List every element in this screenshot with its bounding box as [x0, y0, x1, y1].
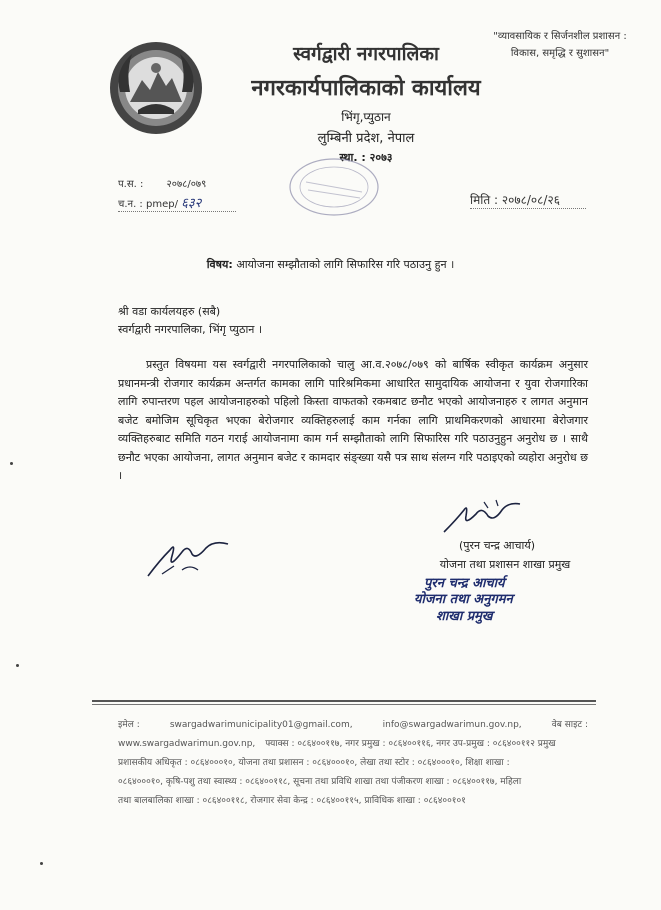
footer-contacts-row-2: प्रशासकीय अधिकृत : ०८६४०००१०, योजना तथा प्रशासन : ०८६४०००१०, लेखा तथा स्टोर : ०८६४०००१०, शिक्षा शाखा : [118, 758, 510, 768]
left-signature [142, 530, 234, 582]
office-name: नगरकार्यपालिकाको कार्यालय [251, 76, 481, 101]
website-label: वेब साइट : [551, 720, 588, 730]
footer-contacts [118, 716, 588, 811]
body-paragraph [118, 356, 588, 486]
name-stamp-line-2: योजना तथा अनुगमन [414, 592, 513, 607]
footer-rule [92, 700, 596, 702]
municipality-logo [108, 40, 204, 136]
ps-row [118, 176, 206, 190]
recipient-line-2: स्वर्गद्वारी नगरपालिका, भिंगृ प्युठान । [118, 323, 263, 336]
cn-label: च.न. : pmep/ [118, 199, 178, 210]
speck [40, 862, 43, 865]
body-text: प्रस्तुत विषयमा यस स्वर्गद्वारी नगरपालिकाको चालु आ.व.२०७८/०७९ को बार्षिक स्वीकृत कार्यक्रम अनुसार प्रधानमन्त्री रोजगार कार्यक्रम अन्तर्गत कामका लागि पारिश्रमिकमा आधारित सामुदायिक आयोजना र युवा रोजगारिका लागि रुपान्तरण पहल आयोजनाहरुको पहिलो किस्ता वाफतको रकमबाट छनौट भएको आयोजनाहरु र लागत अनुमान बजेट बमोजिम सूचिकृत भएका बेरोजगार व्यक्तिहरुलाई काम गर्नका लागि प्राथमिकरणको आधारमा बेरोजगार व्यक्तिहरुबाट समिति गठन गराई आयोजनामा काम गर्न सम्झौताको लागि सिफारिस गरि पठाउनुहुन अनुरोध छ । साथै छनौट भएका आयोजना, लागत अनुमान बजेट र कामदार संङ्ख्या यसै पत्र साथ संलग्न गरि पठाइएको व्यहोरा अनुरोध छ । [118, 358, 588, 482]
cn-value: ६३२ [181, 196, 202, 211]
footer-rule-thin [92, 704, 596, 705]
ps-value: २०७८/०७९ [166, 179, 207, 190]
email-1: swargadwarimunicipality01@gmail.com, [169, 720, 353, 730]
motto-line-1: "व्यावसायिक र सिर्जनशील प्रशासन : [493, 31, 627, 42]
name-stamp-line-1: पुरन चन्द्र आचार्य [424, 576, 505, 591]
date-row [470, 191, 586, 209]
speck [10, 462, 13, 465]
recipient-line-1: श्री वडा कार्यलयहरु (सबै) [118, 305, 221, 318]
date-label: मिति : [470, 193, 499, 207]
footer-contacts-row-1 [118, 735, 588, 754]
subject-label: विषय: [206, 258, 233, 271]
motto-line-2: विकास, समृद्धि र सुशासन" [510, 48, 610, 59]
motto [470, 28, 650, 62]
email-2: info@swargadwarimun.gov.np, [382, 720, 522, 730]
date-value: २०७८/०८/२६ [501, 193, 560, 207]
subject-text: आयोजना सम्झौताको लागि सिफारिस गरि पठाउनु हुन । [236, 258, 455, 271]
cn-row [118, 193, 236, 212]
org-name: स्वर्गद्वारी नगरपालिका [293, 43, 439, 65]
signatory-title: योजना तथा प्रशासन शाखा प्रमुख [439, 558, 571, 571]
office-location: भिंगृ,प्युठान [341, 110, 391, 124]
name-stamp-line-3: शाखा प्रमुख [436, 609, 493, 624]
footer-contacts-row-4: तथा बालबालिका शाखा : ०८६४००११८, रोजगार सेवा केन्द्र : ०८६४००११५, प्राविधिक शाखा : ०८६४००१०१ [118, 796, 466, 806]
email-label: इमेल : [118, 720, 140, 730]
contacts-line-1: फ्याक्स : ०८६४००११७, नगर प्रमुख : ०८६४००११६, नगर उप-प्रमुख : ०८६४००११२ प्रमुख [265, 739, 556, 749]
province: लुम्बिनी प्रदेश, नेपाल [317, 131, 415, 146]
established: स्था. : २०७३ [339, 151, 393, 164]
office-stamp [286, 156, 382, 218]
right-signature [436, 496, 526, 538]
footer-email-row [118, 716, 588, 735]
website: www.swargadwarimun.gov.np, [118, 739, 256, 749]
footer-contacts-row-3: ०८६४०००१०, कृषि-पशु तथा स्वास्थ्य : ०८६४००११८, सूचना तथा प्रविधि शाखा तथा पंजीकरण शाखा : ०८६४००११७, महिला [118, 777, 522, 787]
ps-label: प.स. : [118, 179, 144, 190]
subject-line [0, 257, 661, 272]
speck [16, 664, 19, 667]
signatory-name: (पुरन चन्द्र आचार्य) [458, 539, 536, 552]
